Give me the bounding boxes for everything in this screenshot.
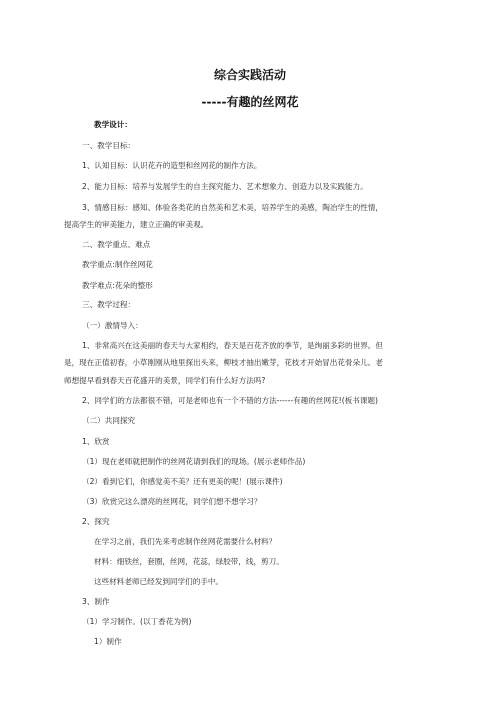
difficult-point: 教学难点:花朵的整形	[82, 281, 153, 290]
key-point: 教学重点:制作丝网花	[82, 260, 153, 269]
intro-paragraph-line2: 是，现在正值初春，小草刚刚从地里探出头来，柳枝才抽出嫩芽，花枝才开始冒出花骨朵儿。老	[64, 358, 383, 367]
goal-emotion-line1: 3、情感目标：感知、体验各类花的自然美和艺术美，培养学生的美感，陶冶学生的性情，	[82, 203, 383, 212]
inquiry-item-3: 这些材料老师已经发到同学们的手中。	[94, 577, 224, 586]
make-item-2: 1）制作	[94, 637, 122, 646]
make-item-1: （1）学习制作。(以丁香花为例)	[82, 617, 192, 626]
intro-heading: （一）激情导入：	[82, 321, 143, 330]
inquiry-heading: 2、探究	[82, 517, 110, 526]
appreciate-item-1: （1）现在老师就把制作的丝网花请到我们的现场。(展示老师作品)	[82, 457, 306, 466]
section-1-heading: 一、教学目标：	[82, 141, 136, 150]
appreciate-heading: 1、欣赏	[82, 437, 110, 446]
goal-emotion-line2: 提高学生的审美能力，建立正确的审美观。	[64, 220, 209, 229]
intro-paragraph-2: 2、同学们的方法都很不错，可是老师也有一个不错的方法------有趣的丝网花!(板书课题)	[82, 396, 379, 405]
inquiry-materials: 材料：细铁丝，套圈，丝网，花蕊，绿胶带，线，剪刀。	[94, 557, 284, 566]
section-3-heading: 三、教学过程：	[82, 300, 136, 309]
make-heading: 3、制作	[82, 597, 110, 606]
design-heading: 教学设计：	[94, 120, 132, 129]
document-subtitle: -----有趣的丝网花	[201, 95, 299, 109]
intro-paragraph-line3: 师想提早看到春天百花盛开的美景，同学们有什么好方法吗?	[64, 376, 266, 385]
appreciate-item-2: （2）看到它们，你感觉美不美？还有更美的呢！(展示课件)	[82, 477, 283, 486]
document-title: 综合实践活动	[213, 68, 286, 82]
goal-ability: 2、能力目标：培养与发展学生的自主探究能力、艺术想象力、创造力以及实践能力。	[82, 182, 368, 191]
appreciate-item-3: （3）欣赏完这么漂亮的丝网花，同学们想不想学习？	[82, 497, 262, 506]
goal-cognitive: 1、认知目标：认识花卉的造型和丝网花的制作方法。	[82, 161, 262, 170]
section-2-heading: 二、教学重点、难点	[82, 240, 151, 249]
explore-heading: （二）共同探究	[82, 416, 136, 425]
inquiry-item-1: 在学习之前，我们先来考虑制作丝网花需要什么材料？	[94, 537, 277, 546]
intro-paragraph-line1: 1、非常高兴在这美丽的春天与大家相约，春天是百花齐放的季节，是绚丽多彩的世界。但	[82, 341, 383, 350]
